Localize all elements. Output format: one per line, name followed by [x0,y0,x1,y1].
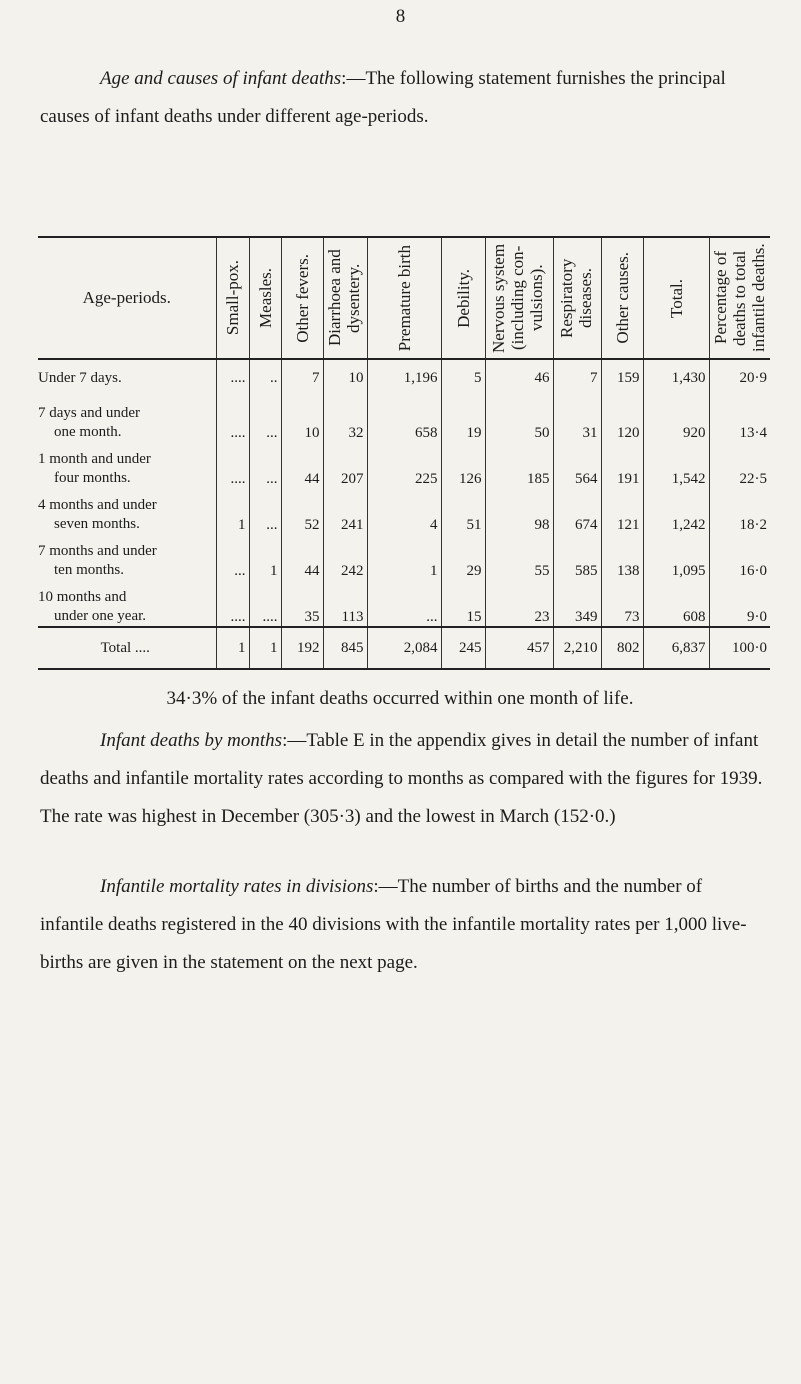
measles-cell: ... [249,442,281,488]
age-period-cell: 10 months and under one year. [38,589,147,624]
header-percentage: Percentage of deaths to total infantile deaths. [709,237,770,359]
respiratory-cell: 31 [553,396,601,442]
divisions-heading: Infantile mortality rates in divisions [100,876,374,897]
smallpox-cell: .... [216,396,249,442]
respiratory-cell: 564 [553,442,601,488]
infant-deaths-table [38,236,770,670]
fevers-cell: 35 [281,580,323,627]
intro-paragraph [40,60,770,136]
divisions-paragraph [40,868,770,982]
respiratory-cell: 585 [553,534,601,580]
total-label: Total .... [38,627,216,669]
other-causes-cell: 191 [601,442,643,488]
header-premature: Premature birth [367,237,441,359]
infant-deaths-table-wrap [38,236,770,670]
header-respiratory: Respiratory diseases. [553,237,601,359]
debility-cell: 29 [441,534,485,580]
divisions-text: :—The number of births and the number of infantile deaths registered in the 40 divisions with the infantile mortality rates per 1,000 live-births are given in the statement on the next page. [40,876,747,973]
nervous-cell: 23 [485,580,553,627]
table-row [38,359,770,396]
age-period-cell: 1 month and under four months. [38,451,151,486]
total-cell: 1,430 [643,359,709,396]
total-cell: 608 [643,580,709,627]
table-header-row [38,237,770,359]
fevers-cell: 7 [281,359,323,396]
other-causes-total: 802 [601,627,643,669]
fevers-total: 192 [281,627,323,669]
header-measles: Measles. [249,237,281,359]
measles-total: 1 [249,627,281,669]
respiratory-cell: 674 [553,488,601,534]
fevers-cell: 52 [281,488,323,534]
percentage-total: 100·0 [709,627,770,669]
table-row [38,488,770,534]
debility-cell: 51 [441,488,485,534]
nervous-cell: 185 [485,442,553,488]
fevers-cell: 44 [281,534,323,580]
fevers-cell: 44 [281,442,323,488]
percentage-cell: 16·0 [709,534,770,580]
debility-cell: 126 [441,442,485,488]
age-period-cell: 4 months and under seven months. [38,497,157,532]
months-paragraph [40,722,770,836]
header-diarrhoea: Diarrhoea and dysentery. [323,237,367,359]
measles-cell: 1 [249,534,281,580]
total-cell: 1,095 [643,534,709,580]
header-nervous: Nervous system (including con-vulsions). [485,237,553,359]
grand-total: 6,837 [643,627,709,669]
debility-cell: 15 [441,580,485,627]
other-causes-cell: 138 [601,534,643,580]
diarrhoea-cell: 32 [323,396,367,442]
page-number: 8 [395,6,406,27]
premature-cell: 1 [367,534,441,580]
debility-cell: 5 [441,359,485,396]
header-total: Total. [643,237,709,359]
premature-cell: 4 [367,488,441,534]
smallpox-cell: ... [216,534,249,580]
intro-text: :—The following statement furnishes the principal causes of infant deaths under different age-periods. [40,68,726,127]
premature-cell: ... [367,580,441,627]
premature-cell: 658 [367,396,441,442]
age-period-cell: 7 months and under ten months. [38,543,157,578]
percentage-cell: 18·2 [709,488,770,534]
header-age-periods: Age-periods. [38,237,216,359]
measles-cell: ... [249,396,281,442]
total-cell: 1,242 [643,488,709,534]
percentage-cell: 9·0 [709,580,770,627]
percentage-cell: 13·4 [709,396,770,442]
diarrhoea-cell: 113 [323,580,367,627]
table-row [38,442,770,488]
respiratory-total: 2,210 [553,627,601,669]
months-text: :—Table E in the appendix gives in detail the number of infant deaths and infantile mortality rates according to months as compared with the figures for 1939. The rate was highest in December (305·3) and the lowest in March (152·0.) [40,730,763,827]
smallpox-cell: 1 [216,488,249,534]
respiratory-cell: 349 [553,580,601,627]
measles-cell: .. [249,359,281,396]
total-row [38,627,770,669]
diarrhoea-total: 845 [323,627,367,669]
fevers-cell: 10 [281,396,323,442]
other-causes-cell: 159 [601,359,643,396]
table-row [38,580,770,627]
table-row [38,534,770,580]
diarrhoea-cell: 207 [323,442,367,488]
intro-heading: Age and causes of infant deaths [100,68,342,89]
other-causes-cell: 73 [601,580,643,627]
nervous-total: 457 [485,627,553,669]
header-other-causes: Other causes. [601,237,643,359]
summary-line: 34·3% of the infant deaths occurred within one month of life. [166,688,634,709]
measles-cell: .... [249,580,281,627]
total-cell: 1,542 [643,442,709,488]
diarrhoea-cell: 10 [323,359,367,396]
percentage-cell: 20·9 [709,359,770,396]
nervous-cell: 98 [485,488,553,534]
nervous-cell: 55 [485,534,553,580]
other-causes-cell: 120 [601,396,643,442]
smallpox-cell: .... [216,442,249,488]
age-period-cell: Under 7 days. [38,369,122,386]
percentage-cell: 22·5 [709,442,770,488]
smallpox-cell: .... [216,359,249,396]
months-heading: Infant deaths by months [100,730,283,751]
diarrhoea-cell: 242 [323,534,367,580]
respiratory-cell: 7 [553,359,601,396]
nervous-cell: 50 [485,396,553,442]
premature-cell: 225 [367,442,441,488]
header-other-fevers: Other fevers. [281,237,323,359]
nervous-cell: 46 [485,359,553,396]
debility-cell: 19 [441,396,485,442]
premature-cell: 1,196 [367,359,441,396]
smallpox-cell: .... [216,580,249,627]
other-causes-cell: 121 [601,488,643,534]
smallpox-total: 1 [216,627,249,669]
age-period-cell: 7 days and under one month. [38,405,141,440]
diarrhoea-cell: 241 [323,488,367,534]
premature-total: 2,084 [367,627,441,669]
header-smallpox: Small-pox. [216,237,249,359]
debility-total: 245 [441,627,485,669]
measles-cell: ... [249,488,281,534]
header-debility: Debility. [441,237,485,359]
table-row [38,396,770,442]
total-cell: 920 [643,396,709,442]
